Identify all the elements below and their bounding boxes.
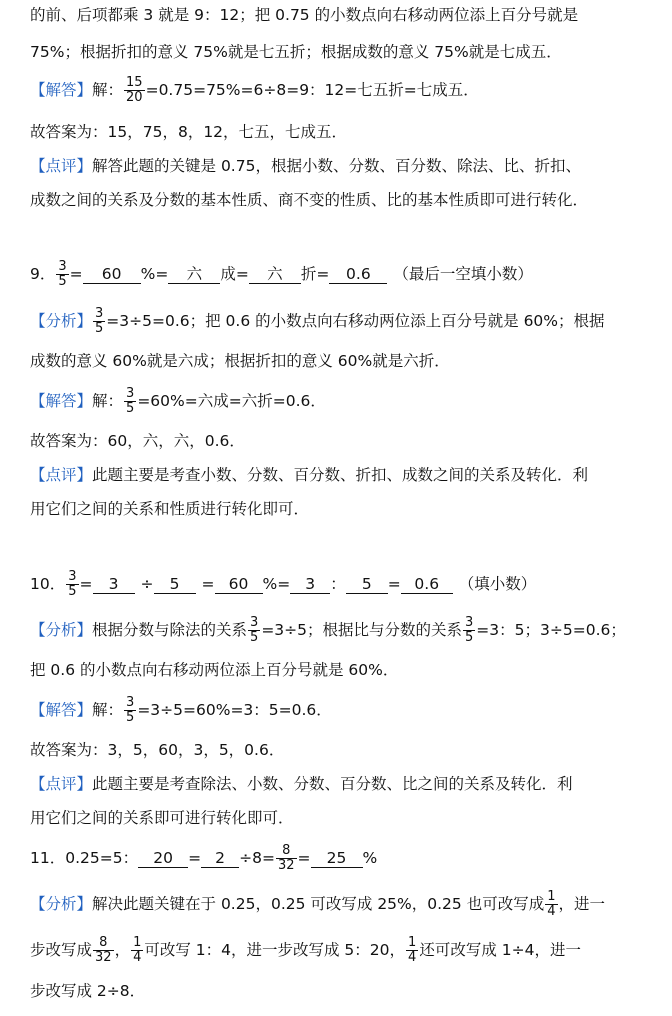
equals-sign: =	[201, 575, 215, 593]
analysis-text: =3÷5；根据比与分数的关系	[261, 621, 463, 639]
question-note: （最后一空填小数）	[393, 265, 533, 283]
fraction	[276, 844, 297, 873]
answer-line	[30, 121, 658, 143]
answer-line	[30, 739, 658, 761]
text-line: 75%；根据折扣的意义 75%就是七五折；根据成数的意义 75%就是七成五．	[30, 43, 562, 61]
fraction	[124, 76, 145, 105]
answer-text: 60，六，六，0.6．	[107, 432, 245, 450]
fraction	[124, 696, 136, 725]
answer-blank: 0.6	[401, 575, 453, 594]
analysis-label: 【分析】	[30, 895, 93, 913]
solution-label: 【解答】	[30, 701, 93, 719]
fraction-denominator: 5	[95, 321, 104, 336]
fraction-numerator: 3	[68, 569, 77, 584]
text-line: 步改写成 2÷8．	[30, 982, 146, 1000]
comment-text: 此题主要是考查小数、分数、百分数、折扣、成数之间的关系及转化．利	[92, 466, 589, 484]
question-9	[30, 260, 658, 289]
comment-text: 解答此题的关键是 0.75，根据小数、分数、百分数、除法、比、折扣、	[92, 157, 581, 175]
text-line: 成数的意义 60%就是六成；根据折扣的意义 60%就是六折．	[30, 352, 450, 370]
fraction-numerator: 1	[408, 935, 417, 950]
comment-label: 【点评】	[30, 157, 93, 175]
analysis-label: 【分析】	[30, 621, 93, 639]
fraction-denominator: 20	[126, 90, 143, 105]
math-text: ：	[330, 575, 346, 593]
fraction-denominator: 5	[250, 630, 259, 645]
answer-blank: 5	[154, 575, 196, 594]
fraction-denominator: 5	[58, 274, 67, 289]
analysis-label: 【分析】	[30, 312, 93, 330]
fraction	[56, 260, 68, 289]
text-line: 的前、后项都乘 3 就是 9：12；把 0.75 的小数点向右移动两位添上百分号就是	[30, 6, 579, 24]
solution-line	[30, 387, 658, 416]
math-text: 0.25=5：	[65, 849, 139, 867]
analysis-text: 根据分数与除法的关系	[92, 621, 248, 639]
solve-prefix: 解：	[92, 81, 124, 99]
answer-blank: 60	[215, 575, 263, 594]
fraction-numerator: 1	[133, 935, 142, 950]
solution-line	[30, 696, 658, 725]
fraction	[131, 936, 143, 965]
question-number: 9．	[30, 265, 56, 283]
answer-blank: 六	[168, 265, 220, 284]
fraction	[124, 387, 136, 416]
fraction	[66, 570, 78, 599]
comment-line	[30, 773, 658, 795]
analysis-text: 步改写成	[30, 941, 93, 959]
math-text: 折=	[300, 265, 330, 283]
equals-sign: =	[69, 265, 83, 283]
analysis-text: ，	[114, 941, 131, 959]
solve-prefix: 解：	[92, 701, 124, 719]
fraction	[406, 936, 418, 965]
fraction-numerator: 3	[126, 386, 135, 401]
fraction-numerator: 15	[126, 75, 143, 90]
comment-text: 此题主要是考查除法、小数、分数、百分数、比之间的关系及转化．利	[92, 775, 573, 793]
text-line: 用它们之间的关系即可进行转化即可．	[30, 809, 294, 827]
question-number: 11．	[30, 849, 66, 867]
math-text: %	[362, 849, 378, 867]
comment-label: 【点评】	[30, 775, 93, 793]
analysis-line-2	[30, 936, 658, 965]
fraction	[93, 307, 105, 336]
answer-prefix: 故答案为：	[30, 123, 108, 141]
math-text: 成=	[220, 265, 249, 283]
answer-blank: 20	[138, 849, 188, 868]
text-line: 用它们之间的关系和性质进行转化即可．	[30, 500, 310, 518]
fraction-numerator: 3	[250, 615, 259, 630]
fraction-numerator: 8	[93, 936, 114, 951]
question-10	[30, 570, 658, 599]
math-text: ÷8=	[239, 849, 275, 867]
answer-prefix: 故答案为：	[30, 741, 108, 759]
solution-text: =3÷5=60%=3：5=0.6．	[137, 701, 332, 719]
analysis-text: 可改写 1：4，进一步改写成 5：20，	[144, 941, 406, 959]
answer-blank: 60	[83, 265, 141, 284]
text-line: 把 0.6 的小数点向右移动两位添上百分号就是 60%．	[30, 661, 399, 679]
answer-blank: 2	[201, 849, 239, 868]
fraction-denominator: 4	[547, 904, 556, 919]
question-note: （填小数）	[458, 575, 537, 593]
question-number: 10．	[30, 575, 66, 593]
answer-text: 15，75，8，12，七五，七成五．	[107, 123, 348, 141]
fraction	[93, 936, 114, 965]
solution-line	[30, 76, 658, 105]
answer-blank: 25	[311, 849, 363, 868]
fraction-numerator: 3	[95, 306, 104, 321]
analysis-line	[30, 616, 658, 645]
analysis-text: =3：5；3÷5=0.6；	[476, 621, 626, 639]
comment-line	[30, 155, 658, 177]
analysis-text: 还可改写成 1÷4，进一	[419, 941, 581, 959]
fraction	[545, 890, 557, 919]
answer-blank: 5	[346, 575, 388, 594]
equals-sign: =	[387, 575, 401, 593]
fraction-numerator: 3	[58, 259, 67, 274]
solution-label: 【解答】	[30, 81, 93, 99]
answer-prefix: 故答案为：	[30, 432, 108, 450]
fraction-denominator: 5	[126, 710, 135, 725]
fraction-denominator: 5	[465, 630, 474, 645]
equals-sign: =	[188, 849, 202, 867]
fraction	[463, 616, 475, 645]
math-text: %=	[262, 575, 291, 593]
equals-sign: =	[297, 849, 311, 867]
fraction-denominator: 4	[408, 950, 417, 965]
solve-prefix: 解：	[92, 392, 124, 410]
analysis-line	[30, 890, 658, 919]
fraction-denominator: 5	[68, 584, 77, 599]
answer-blank: 六	[249, 265, 301, 284]
solution-text: =60%=六成=六折=0.6．	[137, 392, 326, 410]
answer-blank: 3	[93, 575, 135, 594]
fraction-denominator: 4	[133, 950, 142, 965]
fraction-denominator: 32	[95, 950, 112, 965]
fraction-numerator: 8	[276, 844, 297, 859]
math-text: %=	[140, 265, 169, 283]
equals-sign: =	[79, 575, 93, 593]
analysis-text: 解决此题关键在于 0.25，0.25 可改写成 25%，0.25 也可改写成	[92, 895, 545, 913]
fraction-denominator: 5	[126, 401, 135, 416]
text-line: 成数之间的关系及分数的基本性质、商不变的性质、比的基本性质即可进行转化．	[30, 191, 589, 209]
fraction-numerator: 1	[547, 889, 556, 904]
solution-text: =0.75=75%=6÷8=9：12=七五折=七成五．	[145, 81, 479, 99]
fraction	[248, 616, 260, 645]
analysis-line	[30, 307, 658, 336]
comment-label: 【点评】	[30, 466, 93, 484]
solution-label: 【解答】	[30, 392, 93, 410]
answer-blank: 3	[290, 575, 330, 594]
fraction-numerator: 3	[126, 695, 135, 710]
answer-blank: 0.6	[329, 265, 387, 284]
question-11	[30, 844, 658, 873]
answer-line	[30, 430, 658, 452]
analysis-text: =3÷5=0.6；把 0.6 的小数点向右移动两位添上百分号就是 60%；根据	[106, 312, 605, 330]
analysis-text: ，进一	[558, 895, 606, 913]
fraction-numerator: 3	[465, 615, 474, 630]
answer-text: 3，5，60，3，5，0.6．	[107, 741, 285, 759]
comment-line	[30, 464, 658, 486]
math-text: ÷	[140, 575, 154, 593]
fraction-denominator: 32	[277, 858, 295, 873]
